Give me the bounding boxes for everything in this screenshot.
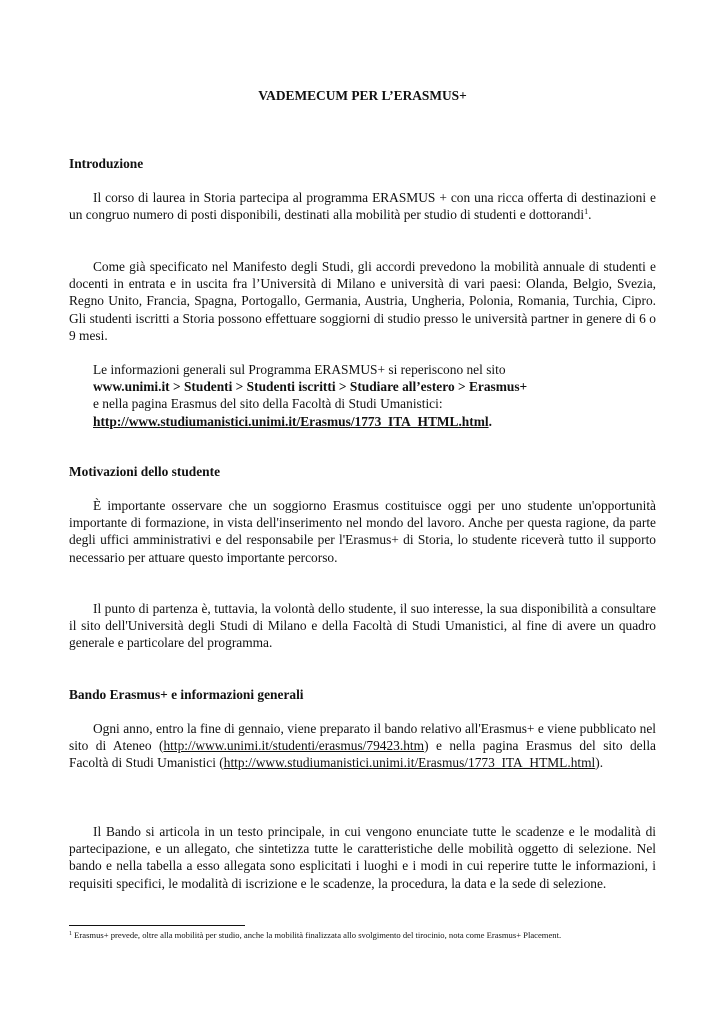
footnote-ref[interactable]: 1 (584, 207, 589, 217)
info-line-1: Le informazioni generali sul Programma ERASMUS+ si reperiscono nel sito (93, 362, 506, 377)
bando-paragraph-1 (69, 720, 656, 772)
bando-p1-text-b: ) e nella pagina Erasmus del sito della Facoltà di Studi Umanistici (69, 738, 656, 771)
faculty-erasmus-link-2[interactable]: http://www.studiumanistici.unimi.it/Erasmus/1773_ITA_HTML.html (223, 755, 596, 771)
footnote-separator (69, 925, 245, 926)
bando-p1-text-c: ( (219, 755, 224, 771)
section-heading-bando: Bando Erasmus+ e informazioni generali (69, 687, 304, 702)
intro-paragraph-1: Il corso di laurea in Storia partecipa al programma ERASMUS + con una ricca offerta di destinazioni e un congruo numero di posti disponibili, destinati alla mobilità per studio di studenti e dottorandi$^1$. (69, 190, 656, 223)
bando-p1-text-a: Ogni anno, entro la fine di gennaio, viene preparato il bando relativo all'Erasmus+ e viene pubblicato nel sito di Ateneo ( (69, 721, 656, 754)
info-block (69, 361, 656, 430)
motivation-paragraph-2: Il punto di partenza è, tuttavia, la volontà dello studente, il suo interesse, la sua disponibilità a consultare il sito dell'Università degli Studi di Milano e della Facoltà di Studi Umanistici, al fine di avere un quadro generale e particolare del programma. (69, 601, 656, 651)
footnote (69, 930, 656, 941)
section-heading-introduzione: Introduzione (69, 156, 144, 171)
info-line-3: e nella pagina Erasmus del sito della Facoltà di Studi Umanistici: (93, 396, 443, 412)
motivation-paragraph-1: È importante osservare che un soggiorno Erasmus costituisce oggi per uno studente un'opportunità importante di formazione, in vista dell'inserimento nel mondo del lavoro. Anche per questa ragione, da parte degli uffici amministrativi e del responsabile per l'Erasmus+ di Storia, lo studente riceverà tutto il supporto necessario per attuare questo importante percorso. (69, 498, 656, 565)
intro-paragraph-2: Come già specificato nel Manifesto degli Studi, gli accordi prevedono la mobilità annuale di studenti e docenti in entrata e in uscita fra l’Università di Milano e università di vari paesi: Olanda, Belgio, Svezia, Regno Unito, Francia, Spagna, Portogallo, Germania, Austria, Ungheria, Polonia, Romania, Turchia, Cipro. Gli studenti iscritti a Storia possono effettuare soggiorni di studio presso le università partner in genere di 6 o 9 mesi. (69, 259, 656, 343)
footnote-number: 1 (69, 931, 72, 937)
document-title: VADEMECUM PER L’ERASMUS+ (258, 88, 467, 103)
info-site-path: www.unimi.it > Studenti > Studenti iscritti > Studiare all’estero > Erasmus+ (93, 379, 528, 395)
footnote-text: Erasmus+ prevede, oltre alla mobilità per studio, anche la mobilità finalizzata allo svolgimento del tirocinio, nota come Erasmus+ Placement. (72, 930, 562, 940)
faculty-erasmus-link[interactable]: http://www.studiumanistici.unimi.it/Erasmus/1773_ITA_HTML.html (93, 413, 489, 429)
intro-paragraph-1-text: Il corso di laurea in Storia partecipa al programma ERASMUS + con una ricca offerta di destinazioni e un congruo numero di posti disponibili, destinati alla mobilità per studio di studenti e dottorandi (69, 190, 656, 223)
ateneo-erasmus-link[interactable]: http://www.unimi.it/studenti/erasmus/79423.htm (163, 738, 425, 754)
section-heading-motivazioni: Motivazioni dello studente (69, 464, 221, 479)
bando-paragraph-2: Il Bando si articola in un testo principale, in cui vengono enunciate tutte le scadenze e le modalità di partecipazione, e un allegato, che sintetizza tutte le caratteristiche delle mobilità oggetto di selezione. Nel bando e nella tabella a esso allegata sono esplicitati i luoghi e i modi in cui reperire tutte le informazioni, i requisiti specifici, le modalità di iscrizione e le scadenze, la procedura, la data e la sede di selezione. (69, 824, 656, 891)
bando-p1-text-d: ). (595, 755, 604, 771)
info-end-punct: . (488, 413, 492, 429)
